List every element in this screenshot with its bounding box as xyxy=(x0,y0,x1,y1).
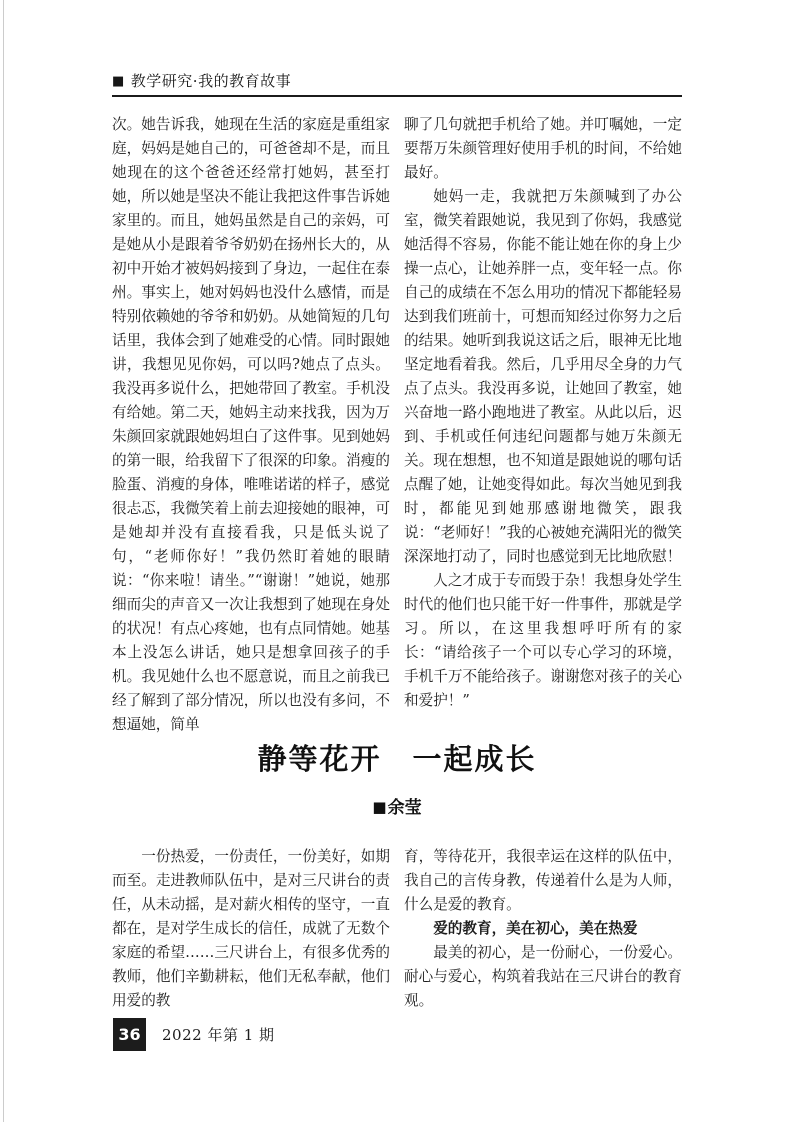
article2-right-paragraph-1: 育，等待花开，我很幸运在这样的队伍中，我自己的言传身教，传递着什么是为人师，什么是爱的教育。 xyxy=(404,848,682,913)
article2-right-paragraph-2: 最美的初心，是一份耐心，一份爱心。耐心与爱心，构筑着我站在三尺讲台的教育观。 xyxy=(404,944,682,1009)
article2-right-column xyxy=(404,845,682,1009)
article2-left-paragraph: 一份热爱，一份责任，一份美好，如期而至。走进教师队伍中，是对三尺讲台的责任，从未动摇，是对薪火相传的坚守，一直都在，是对学生成长的信任，成就了无数个家庭的希望……三尺讲台上，有很多优秀的教师，他们辛勤耕耘，他们无私奉献，他们用爱的教 xyxy=(112,848,390,1009)
article2-author-line xyxy=(112,793,682,818)
article2-left-column xyxy=(112,845,390,1009)
running-head xyxy=(112,70,682,91)
article2-title: 静等花开 一起成长 xyxy=(257,742,537,776)
issue-label: 2022 年第 1 期 xyxy=(162,1026,275,1044)
page-footer xyxy=(113,1018,275,1051)
article1-right-column xyxy=(404,113,682,709)
article1-left-paragraph: 次。她告诉我，她现在生活的家庭是重组家庭，妈妈是她自己的，可爸爸却不是，而且她现在的这个爸爸还经常打她妈，甚至打她，所以她是坚决不能让我把这件事告诉她家里的。而且，她妈虽然是自己的亲妈，可是她从小是跟着爷爷奶奶在扬州长大的，从初中开始才被妈妈接到了身边，一起住在泰州。事实上，她对妈妈也没什么感情，而是特别依赖她的爷爷和奶奶。从她简短的几句话里，我体会到了她难受的心情。同时跟她讲，我想见见你妈，可以吗?她点了点头。我没再多说什么，把她带回了教室。手机没有给她。第二天，她妈主动来找我，因为万朱颜回家就跟她妈坦白了这件事。见到她妈的第一眼，给我留下了很深的印象。消瘦的脸蛋、消瘦的身体，唯唯诺诺的样子，感觉很忐忑，我微笑着上前去迎接她的眼神，可是她却并没有直接看我，只是低头说了句，“老师你好！”我仍然盯着她的眼睛说：“你来啦！请坐。”“谢谢！”她说，她那细而尖的声音又一次让我想到了她现在身处的状况！有点心疼她，也有点同情她。她基本上没怎么讲话，她只是想拿回孩子的手机。我见她什么也不愿意说，而且之前我已经了解到了部分情况，所以也没有多问，不想逼她，简单 xyxy=(112,116,390,733)
running-head-label: 教学研究·我的教育故事 xyxy=(130,72,292,90)
article2-subheading: 爱的教育，美在初心，美在热爱 xyxy=(433,920,638,937)
page-number-badge: 36 xyxy=(113,1018,146,1051)
author-marker-icon: ■ xyxy=(372,798,387,816)
article2-body xyxy=(112,845,682,1009)
article1-body xyxy=(112,113,682,733)
article2-author-name: 余莹 xyxy=(387,798,422,818)
page-edge-line xyxy=(3,0,4,1122)
header-rule xyxy=(112,95,682,97)
article1-right-paragraph-1: 聊了几句就把手机给了她。并叮嘱她，一定要帮万朱颜管理好使用手机的时间，不给她最好。 xyxy=(404,116,682,181)
section-marker-icon: ■ xyxy=(112,74,125,89)
article1-right-paragraph-2: 她妈一走，我就把万朱颜喊到了办公室，微笑着跟她说，我见到了你妈，我感觉她活得不容易，你能不能让她在你的身上少操一点心，让她养胖一点，变年轻一点。你自己的成绩在不怎么用功的情况下都能轻易达到我们班前十，可想而知经过你努力之后的结果。她听到我说这话之后，眼神无比地坚定地看着我。然后，几乎用尽全身的力气点了点头。我没再多说，让她回了教室，她兴奋地一路小跑地进了教室。从此以后，迟到、手机或任何违纪问题都与她万朱颜无关。现在想想，也不知道是跟她说的哪句话点醒了她，让她变得如此。每次当她见到我时，都能见到她那感谢地微笑，跟我说：“老师好！”我的心被她充满阳光的微笑深深地打动了，同时也感觉到无比地欣慰！ xyxy=(404,188,682,565)
article1-right-paragraph-3: 人之才成于专而毁于杂！我想身处学生时代的他们也只能干好一件事件，那就是学习。所以，在这里我想呼吁所有的家长：“请给孩子一个可以专心学习的环境，手机千万不能给孩子。谢谢您对孩子的关心和爱护！” xyxy=(404,572,682,709)
article1-left-column xyxy=(112,113,390,733)
